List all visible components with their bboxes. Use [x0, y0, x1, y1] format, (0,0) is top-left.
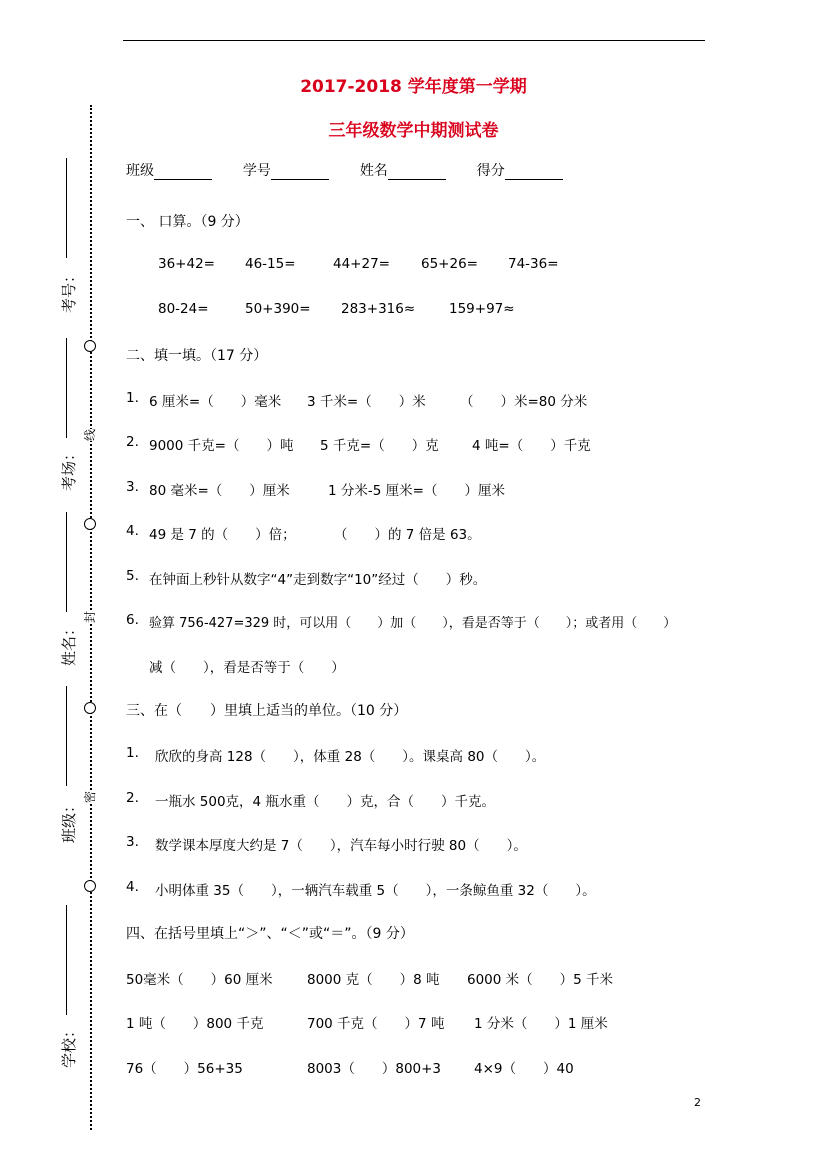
oral-calc-item: 36+42= — [158, 256, 215, 272]
binding-hole — [84, 702, 96, 714]
field-id-label: 学号 — [242, 163, 271, 179]
oral-calc-item: 50+390= — [245, 301, 311, 317]
seal-char-line: 线 — [83, 428, 98, 442]
compare-item: 700 千克（ ）7 吨 — [307, 1016, 445, 1032]
question-number: 3. — [126, 479, 139, 495]
binding-hole — [84, 880, 96, 892]
compare-item: 6000 米（ ）5 千米 — [467, 972, 614, 988]
oral-calc-item: 159+97≈ — [449, 301, 515, 317]
page-number: 2 — [694, 1096, 701, 1109]
exam-title-year: 2017-2018 学年度第一学期 — [300, 77, 527, 97]
compare-item: 1 吨（ ）800 千克 — [126, 1016, 264, 1032]
fill-item: 80 毫米=（ ）厘米 — [149, 483, 290, 499]
question-number: 1. — [126, 745, 139, 761]
field-score-blank[interactable] — [505, 165, 563, 180]
question-number: 4. — [126, 523, 139, 539]
fill-item: （ ）的 7 倍是 63。 — [334, 527, 481, 543]
side-label-exam-number: 考号： — [60, 267, 79, 314]
section4-heading: 四、在括号里填上“＞”、“＜”或“＝”。（9 分） — [126, 926, 414, 942]
oral-calc-item: 74-36= — [508, 256, 559, 272]
field-class-blank[interactable] — [154, 165, 212, 180]
fill-item: 1 分米-5 厘米=（ ）厘米 — [328, 483, 505, 499]
compare-item: 8000 克（ ）8 吨 — [307, 972, 440, 988]
fill-item: 验算 756-427=329 时，可以用（ ）加（ ），看是否等于（ ）；或者用（ ） — [149, 616, 677, 631]
side-blank-line — [66, 686, 67, 786]
field-score-label: 得分 — [476, 163, 505, 179]
field-name-label: 姓名 — [359, 163, 388, 179]
question-number: 5. — [126, 568, 139, 584]
student-info-row — [126, 160, 563, 180]
side-blank-line — [66, 905, 67, 1015]
unit-item: 欣欣的身高 128（ ），体重 28（ ）。课桌高 80（ ）。 — [155, 749, 546, 765]
oral-calc-item: 283+316≈ — [341, 301, 416, 317]
unit-item: 一瓶水 500克，4 瓶水重（ ）克，合（ ）千克。 — [155, 794, 495, 810]
side-label-exam-room: 考场： — [60, 445, 79, 492]
seal-char-seal: 封 — [83, 610, 98, 624]
field-class-label: 班级 — [126, 163, 154, 179]
compare-item: 76（ ）56+35 — [126, 1061, 243, 1077]
compare-item: 50毫米（ ）60 厘米 — [126, 972, 273, 988]
section1-heading: 一、 口算。（9 分） — [126, 214, 249, 230]
binding-hole — [84, 518, 96, 530]
oral-calc-item: 65+26= — [421, 256, 478, 272]
compare-item: 8003（ ）800+3 — [307, 1061, 442, 1077]
side-label-name: 姓名： — [60, 620, 79, 667]
field-name-blank[interactable] — [388, 165, 446, 180]
oral-calc-item: 80-24= — [158, 301, 209, 317]
field-id-blank[interactable] — [271, 165, 329, 180]
fill-item-continued: 减（ ），看是否等于（ ） — [149, 660, 345, 676]
binding-hole — [84, 340, 96, 352]
fill-item: 9000 千克=（ ）吨 — [149, 438, 294, 454]
fill-item: 5 千克=（ ）克 — [320, 438, 439, 454]
question-number: 1. — [126, 390, 139, 406]
fill-item: 6 厘米=（ ）毫米 — [149, 394, 282, 410]
header-rule — [123, 40, 705, 41]
oral-calc-item: 44+27= — [333, 256, 390, 272]
question-number: 2. — [126, 434, 139, 450]
side-blank-line — [66, 338, 67, 438]
side-blank-line — [66, 158, 67, 258]
section2-heading: 二、填一填。（17 分） — [126, 348, 268, 364]
fill-item: 49 是 7 的（ ）倍； — [149, 527, 296, 543]
fill-item: （ ）米=80 分米 — [460, 394, 588, 410]
question-number: 3. — [126, 834, 139, 850]
section3-heading: 三、在（ ）里填上适当的单位。（10 分） — [126, 703, 408, 719]
question-number: 6. — [126, 612, 139, 628]
fill-item: 3 千米=（ ）米 — [307, 394, 426, 410]
compare-item: 4×9（ ）40 — [474, 1061, 574, 1077]
side-label-school: 学校： — [60, 1022, 79, 1069]
side-label-class: 班级： — [60, 797, 79, 844]
fill-item: 4 吨=（ ）千克 — [472, 438, 591, 454]
seal-char-close: 密 — [83, 790, 98, 804]
compare-item: 1 分米（ ）1 厘米 — [474, 1016, 608, 1032]
question-number: 2. — [126, 790, 139, 806]
side-blank-line — [66, 512, 67, 612]
fill-item: 在钟面上秒针从数字“4”走到数字“10”经过（ ）秒。 — [149, 572, 487, 588]
exam-title: 三年级数学中期测试卷 — [328, 121, 499, 141]
oral-calc-item: 46-15= — [245, 256, 296, 272]
question-number: 4. — [126, 879, 139, 895]
unit-item: 数学课本厚度大约是 7（ ），汽车每小时行驶 80（ ）。 — [155, 838, 527, 854]
unit-item: 小明体重 35（ ），一辆汽车载重 5（ ），一条鲸鱼重 32（ ）。 — [155, 883, 596, 899]
